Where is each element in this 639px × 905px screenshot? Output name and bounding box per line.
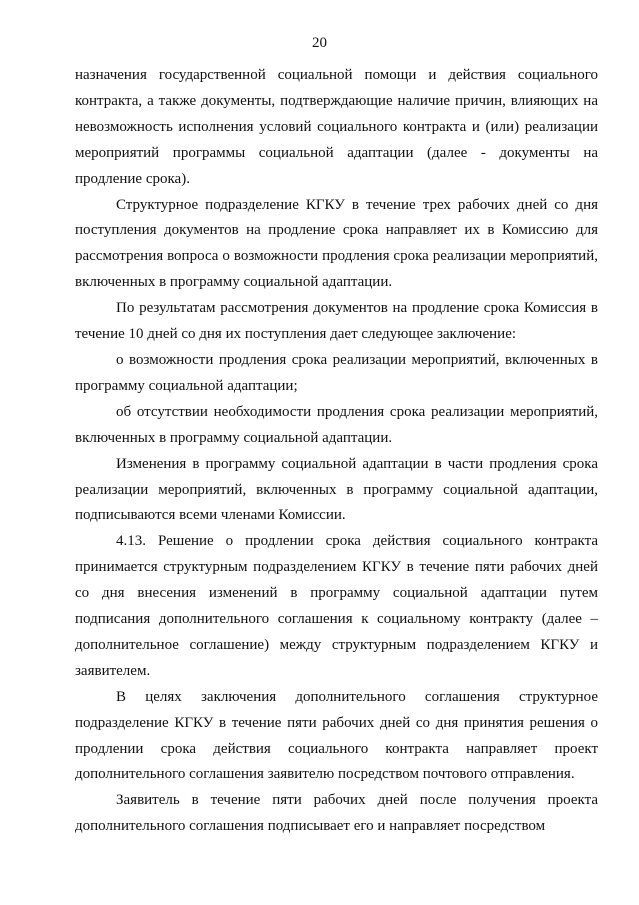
- paragraph-structural-unit: Структурное подразделение КГКУ в течение трех рабочих дней со дня поступления документов на продление срока направляет их в Комиссию для рассмотрения вопроса о возможности продления срока реализации мероприятий, включенных в программу социальной адаптации.: [75, 196, 598, 291]
- paragraph-additional-agreement: В целях заключения дополнительного соглашения структурное подразделение КГКУ в течение пяти рабочих дней со дня принятия решения о продлении срока действия социального контракта направляет проект дополнительного соглашения заявителю посредством почтового отправления.: [75, 688, 598, 783]
- paragraph-option-possible: о возможности продления срока реализации мероприятий, включенных в программу социальной адаптации;: [75, 351, 598, 394]
- paragraph-option-not-needed: об отсутствии необходимости продления срока реализации мероприятий, включенных в программу социальной адаптации.: [75, 403, 598, 446]
- page-number: 20: [312, 35, 327, 51]
- paragraph-commission-conclusion: По результатам рассмотрения документов на продление срока Комиссия в течение 10 дней со дня их поступления дает следующее заключение:: [75, 300, 598, 343]
- paragraph-continuation: назначения государственной социальной помощи и действия социального контракта, а также документы, подтверждающие наличие причин, влияющих на невозможность исполнения условий социального контракта и (или) реализации мероприятий программы социальной адаптации (далее - документы на продление срока).: [75, 67, 598, 187]
- body-text: [75, 63, 598, 840]
- paragraph-section-4-13: 4.13. Решение о продлении срока действия социального контракта принимается структурным подразделением КГКУ в течение пяти рабочих дней со дня внесения изменений в программу социальной адаптации путем подписания дополнительного соглашения к социальному контракту (далее – дополнительное соглашение) между структурным подразделением КГКУ и заявителем.: [75, 533, 598, 679]
- paragraph-changes-signed: Изменения в программу социальной адаптации в части продления срока реализации мероприятий, включенных в программу социальной адаптации, подписываются всеми членами Комиссии.: [75, 455, 598, 524]
- paragraph-applicant-signs: Заявитель в течение пяти рабочих дней после получения проекта дополнительного соглашения подписывает его и направляет посредством: [75, 792, 598, 835]
